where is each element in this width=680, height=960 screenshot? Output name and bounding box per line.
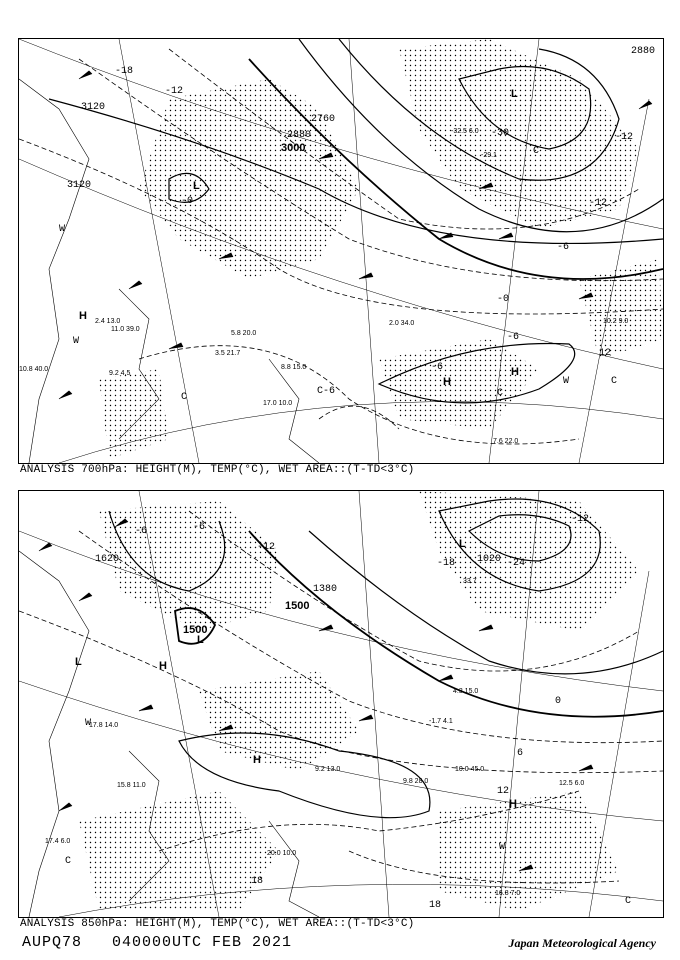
- temp-label: -0: [497, 294, 510, 305]
- temp-label: 18: [251, 876, 264, 887]
- station-plot: 17.4 6.0: [45, 838, 71, 845]
- station-plot: 11.0 39.0: [111, 326, 140, 333]
- product-id-and-time: AUPQ78 040000UTC FEB 2021: [22, 934, 293, 951]
- high-center-label: H: [509, 798, 517, 810]
- station-plot: 2.0 34.0: [389, 320, 415, 327]
- station-plot: 3.5 21.7: [215, 350, 241, 357]
- station-plot: -29.1: [481, 152, 497, 159]
- temp-label: -12: [165, 86, 184, 97]
- station-plot: 17.0 10.0: [263, 400, 293, 407]
- temp-label: -12: [571, 514, 590, 525]
- map-850hpa-canvas: [19, 491, 663, 917]
- station-plot: 9.8 28.0: [403, 778, 429, 785]
- height-label: 2880: [631, 46, 656, 57]
- high-center-label: H: [253, 754, 261, 766]
- temp-label: -18: [437, 558, 456, 569]
- temp-label: -6: [193, 522, 206, 533]
- temp-label: -6: [323, 386, 336, 397]
- station-plot: 33.7: [463, 578, 477, 585]
- temp-label: -0: [181, 196, 194, 207]
- station-plot: 4.3 15.0: [453, 688, 479, 695]
- low-center-label: L: [459, 538, 466, 550]
- temp-label: -6: [507, 332, 520, 343]
- height-label: 1380: [313, 584, 338, 595]
- height-label: 3120: [81, 102, 106, 113]
- cold-marker: C: [611, 376, 618, 387]
- high-center-label: H: [79, 310, 87, 322]
- high-center-label: H: [159, 660, 167, 672]
- station-plot: 5.8 20.0: [231, 330, 257, 337]
- station-plot: -1.7 4.1: [429, 718, 453, 725]
- temp-label: -24: [507, 558, 526, 569]
- temp-label: 0: [555, 696, 562, 707]
- cold-marker: C: [625, 896, 632, 907]
- temp-label: -6: [431, 362, 444, 373]
- height-label: 1620: [95, 554, 120, 565]
- station-plot: 12.5 6.0: [559, 780, 585, 787]
- cold-marker: C: [181, 392, 188, 403]
- station-plot: 8.8 15.0: [281, 364, 307, 371]
- height-label: 3120: [67, 180, 92, 191]
- temp-label: -12: [615, 132, 634, 143]
- temp-label: -6: [135, 526, 148, 537]
- station-plot: 20.0 10.0: [267, 850, 297, 857]
- height-label: 3000: [281, 142, 306, 154]
- temp-label: -6: [557, 242, 570, 253]
- temp-label: -30: [491, 128, 510, 139]
- station-plot: 9.2 4.5: [109, 370, 131, 377]
- height-label: 1500: [183, 624, 208, 636]
- cold-marker: C: [65, 856, 72, 867]
- station-plot: 16.8 7.0: [495, 890, 521, 897]
- low-center-label: L: [511, 88, 518, 100]
- height-label: 1500: [285, 600, 310, 612]
- warm-marker: W: [59, 224, 66, 235]
- height-label: 2880: [287, 130, 312, 141]
- warm-marker: W: [563, 376, 570, 387]
- cold-marker: C: [497, 388, 504, 399]
- warm-marker: W: [73, 336, 80, 347]
- height-label: 2760: [311, 114, 336, 125]
- station-plot: 2.4 13.0: [95, 318, 121, 325]
- station-plot: 10.0 45.0: [455, 766, 485, 773]
- temp-label: 6: [517, 748, 524, 759]
- temp-label: -18: [115, 66, 134, 77]
- warm-marker: W: [85, 718, 92, 729]
- station-plot: 17.8 14.0: [89, 722, 119, 729]
- temp-label: 12: [497, 786, 510, 797]
- high-center-label: H: [511, 366, 519, 378]
- station-plot: 10.2 9.0: [603, 318, 629, 325]
- low-center-label: L: [197, 634, 204, 646]
- map-700hpa-canvas: [19, 39, 663, 463]
- station-plot: 7.6 22.0: [493, 438, 519, 445]
- station-plot: -32.5 6.0: [451, 128, 479, 135]
- temp-label: -12: [589, 198, 608, 209]
- map-panel-850hpa: [18, 490, 664, 918]
- caption-700hpa: ANALYSIS 700hPa: HEIGHT(M), TEMP(°C), WET AREA::(T-TD<3°C): [20, 464, 415, 476]
- cold-marker: C: [533, 146, 540, 157]
- map-panel-700hpa: [18, 38, 664, 464]
- station-plot: 9.2 13.0: [315, 766, 341, 773]
- warm-marker: W: [499, 842, 506, 853]
- cold-marker: C: [317, 386, 324, 397]
- temp-label: 18: [429, 900, 442, 911]
- station-plot: 10.8 40.0: [19, 366, 49, 373]
- temp-label: 12: [599, 348, 612, 359]
- temp-label: -12: [257, 542, 276, 553]
- low-center-label: L: [193, 180, 200, 192]
- caption-850hpa: ANALYSIS 850hPa: HEIGHT(M), TEMP(°C), WET AREA::(T-TD<3°C): [20, 918, 415, 930]
- station-plot: 15.8 11.0: [117, 782, 146, 789]
- high-center-label: H: [443, 376, 451, 388]
- height-label: 1020: [477, 554, 502, 565]
- agency-credit: Japan Meteorological Agency: [508, 936, 656, 950]
- low-center-label: L: [75, 656, 82, 668]
